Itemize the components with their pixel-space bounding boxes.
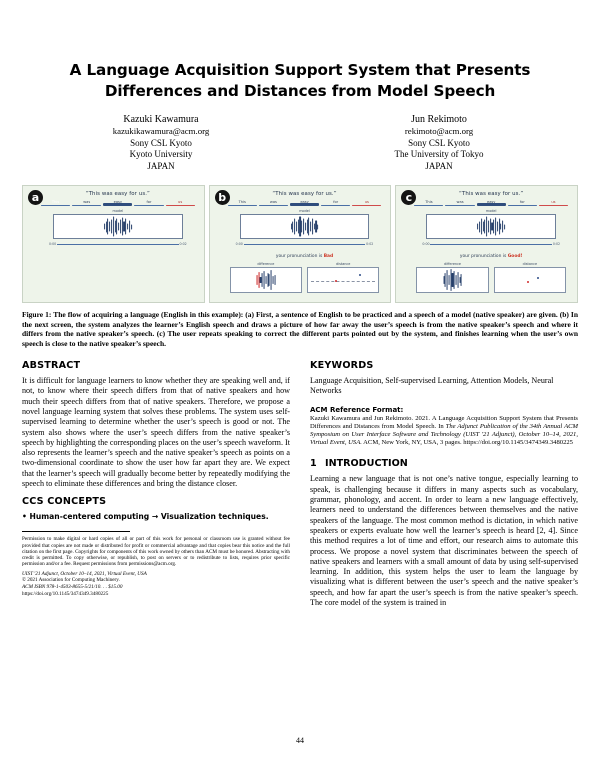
conference-name: UIST '21 Adjunct, October 10–14, 2021, Virtual Event, USA xyxy=(22,570,147,577)
author-country: JAPAN xyxy=(147,160,175,171)
app-screen-a xyxy=(37,188,199,302)
author-name: Jun Rekimoto xyxy=(411,114,467,125)
scatter-point-native xyxy=(537,277,539,279)
ccs-text: • Human-centered computing → Visualization techniques. xyxy=(22,512,269,522)
keywords-text: Language Acquisition, Self-supervised Learning, Attention Models, Neural Networks xyxy=(310,376,554,396)
acm-reference-heading: ACM Reference Format: xyxy=(310,405,404,414)
ccs-heading: CCS CONCEPTS xyxy=(22,496,107,508)
figure-panel-a xyxy=(22,185,205,303)
waveform-bars xyxy=(477,215,505,238)
pronunciation-result xyxy=(224,254,386,259)
word-chip[interactable]: was xyxy=(72,200,101,207)
conference-info xyxy=(22,571,290,597)
word-chip[interactable]: was xyxy=(259,200,288,207)
scatter-point-user xyxy=(527,281,529,283)
difference-cell xyxy=(230,262,302,293)
panel-badge-c: c xyxy=(401,190,416,205)
scatter-area xyxy=(495,268,565,292)
pronunciation-result xyxy=(410,254,572,259)
word-timeline xyxy=(41,200,195,207)
slider-start-time: 0:00 xyxy=(235,241,243,246)
difference-caption: difference xyxy=(257,262,275,267)
model-waveform[interactable] xyxy=(426,214,556,239)
scatter-area xyxy=(308,268,378,292)
figure-caption-label: Figure 1: xyxy=(22,310,52,320)
difference-cell xyxy=(416,262,488,293)
author-name: Kazuki Kawamura xyxy=(123,114,199,125)
isbn-line: ACM ISBN 978-1-4503-8655-5/21/10. . . $15.00 xyxy=(22,583,123,590)
analysis-panels xyxy=(230,262,380,293)
result-value: Bad xyxy=(323,254,334,260)
word-chip[interactable]: us xyxy=(539,200,568,207)
page-content xyxy=(22,60,578,615)
section-title: INTRODUCTION xyxy=(325,458,408,470)
distance-scatter[interactable] xyxy=(307,267,379,293)
reference-venue: The Adjunct Publication of the 34th Annual ACM Symposium on User Interface Software and Technology (UIST '21 Adjunct), October 10–14, 2021, Virtual Event, USA. xyxy=(310,422,578,447)
word-chip[interactable]: This xyxy=(414,200,443,207)
word-chip[interactable]: was xyxy=(445,200,474,207)
permission-text: Permission to make digital or hard copies of all or part of this work for personal or classroom use is granted without fee provided that copies are not made or distributed for profit or commercial advantage and that copies bear this notice and the full citation on the first page. Copyrights for components of this work owned by others than ACM must be honored. Abstracting with credit is permitted. To copy otherwise, or republish, to post on servers or to redistribute to lists, requires prior specific permission and/or a fee. Request permissions from permissions@acm.org. xyxy=(22,536,290,568)
figure-caption xyxy=(22,310,578,348)
abstract-text: It is difficult for language learners to know whether they are speaking well and, if not, to know where their speech differs from that of native speakers and how much their speech differs from that of native speakers. Therefore, we propose a novel language learning system that solves these problems. The system uses self-supervised learning to determine whether the user’s speech is good or not. The system also shows where the user’s speech differs from the native speaker’s speech by highlighting the corresponding places on the user’s speech waveform. It also represents the learner’s speech and the native speaker’s speech as points on a two-dimensional coordinate to show the user how far apart they are. We expect that the learner’s speech will gradually become better by repeatedly modifying the speech to eliminate these differences and bring the distance closer. xyxy=(22,376,290,488)
author-email: rekimoto@acm.org xyxy=(404,126,474,137)
waveform-caption: model xyxy=(112,208,124,213)
reference-part-2: ACM, New York, NY, USA, 3 pages. https://doi.org/10.1145/3474349.3480225 xyxy=(361,439,573,447)
app-screen-b xyxy=(224,188,386,302)
panel-badge-b: b xyxy=(215,190,230,205)
practice-sentence: “This was easy for us.” xyxy=(85,191,150,198)
doi-link[interactable]: https://doi.org/10.1145/3474349.3480225 xyxy=(22,590,109,597)
practice-sentence: “This was easy for us.” xyxy=(459,191,524,198)
difference-waveform[interactable] xyxy=(416,267,488,293)
section-number: 1 xyxy=(310,458,317,470)
author-affiliation: Sony CSL Kyoto xyxy=(130,137,192,148)
word-chip[interactable]: This xyxy=(41,200,70,207)
waveform-caption: model xyxy=(299,208,310,213)
slider-end-time: 0:02 xyxy=(552,241,561,246)
word-chip[interactable]: easy xyxy=(290,200,319,207)
author-entry xyxy=(300,114,578,172)
introduction-text: Learning a new language that is not one’s native tongue, especially learning to speak, is challenging because it differs in many aspects such as vocabulary, grammar, phonology, and accent. In order to learn a new language effectively, learners need to understand the differences between themselves and the native speakers of the language. The most common method is dictation, in which native speakers or experts evaluate how well the learner’s speech is heard [2, 4]. Since this method requires a lot of time and effort, our research aims to automate this process. We propose a novel system that discriminates between the speech of native speakers and learners with a small amount of data by using self-supervised learning. In addition, this system helps the user to learn the language by visualizing what is different between the user’s speech and the native speaker’s speech, and how far apart the user’s speech is from the native speaker’s speech. The core model of the system is trained in xyxy=(310,474,578,607)
right-column xyxy=(310,360,578,615)
word-chip[interactable]: for xyxy=(134,200,163,207)
panel-badge-a: a xyxy=(28,190,43,205)
distance-cell xyxy=(307,262,379,293)
waveform-bars xyxy=(256,268,275,292)
figure-1 xyxy=(22,185,578,303)
word-chip[interactable]: us xyxy=(352,200,381,207)
result-label: your pronunciation is xyxy=(275,254,323,260)
left-column xyxy=(22,360,290,615)
permission-divider xyxy=(22,531,130,532)
copyright-line: © 2021 Association for Computing Machinery. xyxy=(22,577,120,584)
author-entry xyxy=(22,114,300,172)
word-timeline xyxy=(414,200,568,207)
reference-part-1: Kazuki Kawamura and Jun Rekimoto. 2021. A Language Acquisition Support System that Presents Differences and Distances from Model Speech. In xyxy=(310,414,578,430)
page-number: 44 xyxy=(296,736,304,745)
author-block xyxy=(22,114,578,172)
word-chip[interactable]: easy xyxy=(477,200,506,207)
analysis-panels xyxy=(416,262,566,293)
distance-cell xyxy=(494,262,566,293)
figure-caption-text: The flow of acquiring a language (English in this example): (a) First, a sentence of English to be practiced and a speech of a model (native speaker) are given. (b) In the next screen, the system analyzes the learner’s English speech and draws a picture of how far away the user’s speech is from the native speaker’s speech and where it differs from the native speaker’s speech. (c) The user repeats speaking to correct the different parts pointed out by the system, and finishes learning when the user’s own speech is close to the native speaker’s speech. xyxy=(22,310,578,348)
playback-slider[interactable] xyxy=(49,242,187,247)
scatter-axis xyxy=(311,281,375,282)
acm-reference-text xyxy=(310,415,578,448)
word-chip[interactable]: us xyxy=(166,200,195,207)
distance-caption: distance xyxy=(336,262,351,267)
keywords-heading: KEYWORDS xyxy=(310,360,374,372)
model-waveform[interactable] xyxy=(240,214,370,239)
body-columns xyxy=(22,360,578,615)
slider-start-time: 0:00 xyxy=(422,241,430,246)
scatter-point-native xyxy=(359,274,361,276)
practice-sentence: “This was easy for us.” xyxy=(272,191,337,198)
playback-slider[interactable] xyxy=(236,242,374,247)
distance-caption: distance xyxy=(522,262,538,267)
author-affiliation: Sony CSL Kyoto xyxy=(408,137,470,148)
word-chip[interactable]: for xyxy=(508,200,537,207)
waveform-bars xyxy=(104,215,132,238)
slider-end-time: 0:02 xyxy=(179,241,187,246)
word-chip[interactable]: for xyxy=(321,200,350,207)
figure-panel-c xyxy=(395,185,578,303)
author-affiliation: Kyoto University xyxy=(129,149,193,160)
word-chip[interactable]: easy xyxy=(103,200,132,207)
waveform-bars xyxy=(291,215,319,238)
author-email: kazukikawamura@acm.org xyxy=(112,126,210,137)
result-value: Good! xyxy=(507,254,523,260)
waveform-bars xyxy=(443,268,462,292)
figure-panel-b xyxy=(209,185,392,303)
word-chip[interactable]: This xyxy=(228,200,257,207)
difference-waveform[interactable] xyxy=(230,267,302,293)
abstract-heading: ABSTRACT xyxy=(22,360,81,372)
playback-slider[interactable] xyxy=(422,242,560,247)
app-screen-c xyxy=(410,188,572,302)
waveform-caption: model xyxy=(485,208,497,213)
slider-start-time: 0:00 xyxy=(49,241,57,246)
author-country: JAPAN xyxy=(425,160,453,171)
result-label: your pronunciation is xyxy=(459,254,507,260)
slider-end-time: 0:02 xyxy=(366,241,374,246)
model-waveform[interactable] xyxy=(53,214,183,239)
distance-scatter[interactable] xyxy=(494,267,566,293)
page-title: A Language Acquisition Support System that Presents Differences and Distances from Model Speech xyxy=(69,61,531,100)
author-affiliation: The University of Tokyo xyxy=(394,149,484,160)
scatter-point-user xyxy=(335,280,337,282)
difference-caption: difference xyxy=(444,262,462,267)
word-timeline xyxy=(228,200,382,207)
introduction-heading xyxy=(310,458,578,469)
